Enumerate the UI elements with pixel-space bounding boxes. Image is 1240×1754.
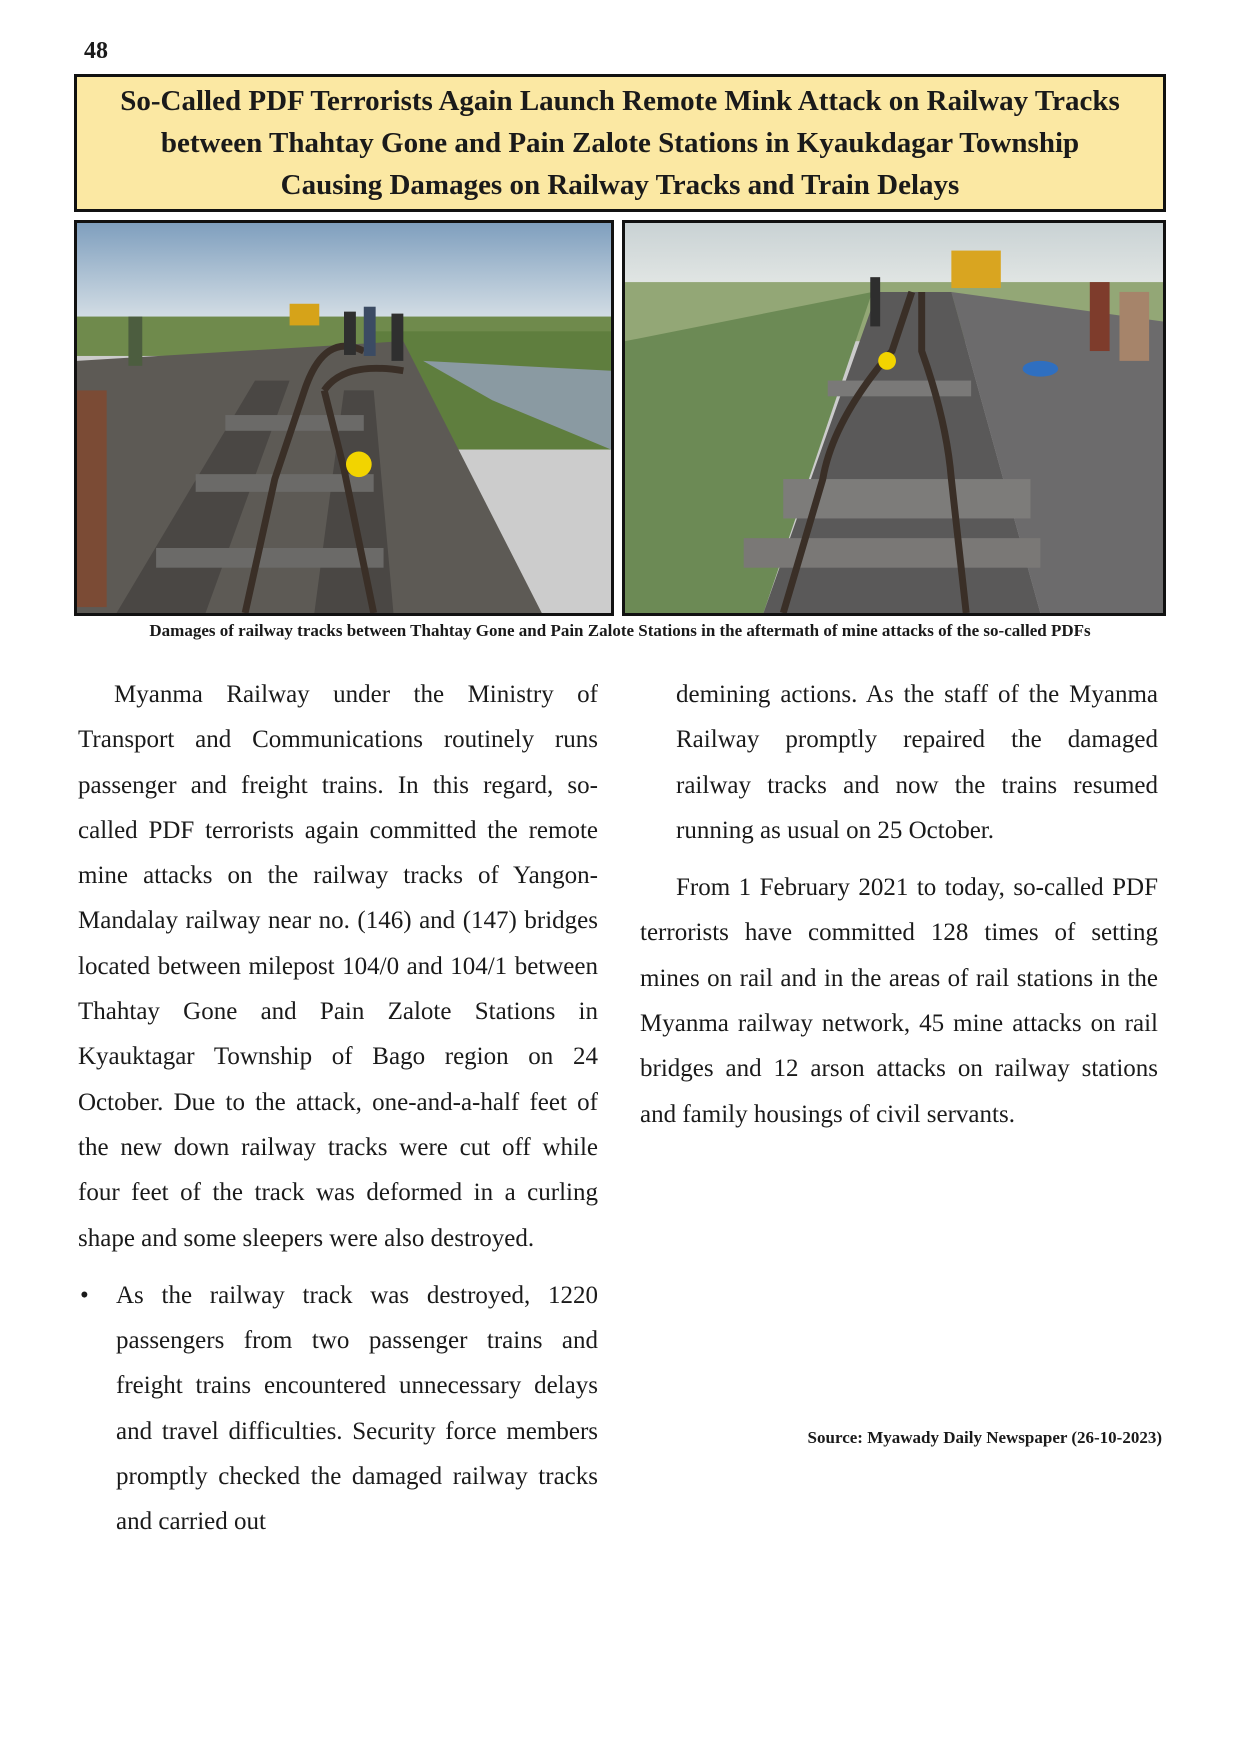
bullet-item-1 [78, 1273, 598, 1545]
headline-banner [74, 74, 1166, 212]
photo-caption: Damages of railway tracks between Thahtay Gone and Pain Zalote Stations in the aftermath of mine attacks of the so-called PDFs [149, 621, 1091, 640]
page-number: 48 [84, 38, 108, 64]
body-paragraph-1: Myanma Railway under the Ministry of Transport and Communications routinely runs passenger and freight trains. In this regard, so-called PDF terrorists again committed the remote mine attacks on the railway tracks of Yangon-Mandalay railway near no. (146) and (147) bridges located between milepost 104/0 and 104/1 between Thahtay Gone and Pain Zalote Stations in Kyauktagar Township of Bago region on 24 October. Due to the attack, one-and-a-half feet of the new down railway tracks were cut off while four feet of the track was deformed in a curling shape and some sleepers were also destroyed. [78, 681, 598, 1252]
bullet-text-continued: demining actions. As the staff of the Myanma Railway promptly repaired the damaged railway tracks and now the trains resumed running as usual on 25 October. [676, 681, 1158, 844]
photo-damaged-track-right [622, 220, 1166, 616]
source-credit: Source: Myawady Daily Newspaper (26-10-2023) [807, 1428, 1162, 1447]
bullet-text: As the railway track was destroyed, 1220 passengers from two passenger trains and freight trains encountered unnecessary delays and travel difficulties. Security force members promptly checked the damaged railway tracks and carried out [116, 1281, 598, 1536]
bullet-marker: • [80, 1281, 89, 1309]
right-column [640, 672, 1158, 1137]
left-column [78, 672, 598, 1545]
photo-damaged-track-left [74, 220, 614, 616]
body-paragraph-2: From 1 February 2021 to today, so-called PDF terrorists have committed 128 times of setting mines on rail and in the areas of rail stations in the Myanma railway network, 45 mine attacks on rail bridges and 12 arson attacks on railway stations and family housings of civil servants. [640, 874, 1158, 1128]
headline: So-Called PDF Terrorists Again Launch Remote Mink Attack on Railway Tracks between Thahtay Gone and Pain Zalote Stations in Kyaukdagar Township Causing Damages on Railway Tracks and Train Delays [120, 85, 1120, 201]
